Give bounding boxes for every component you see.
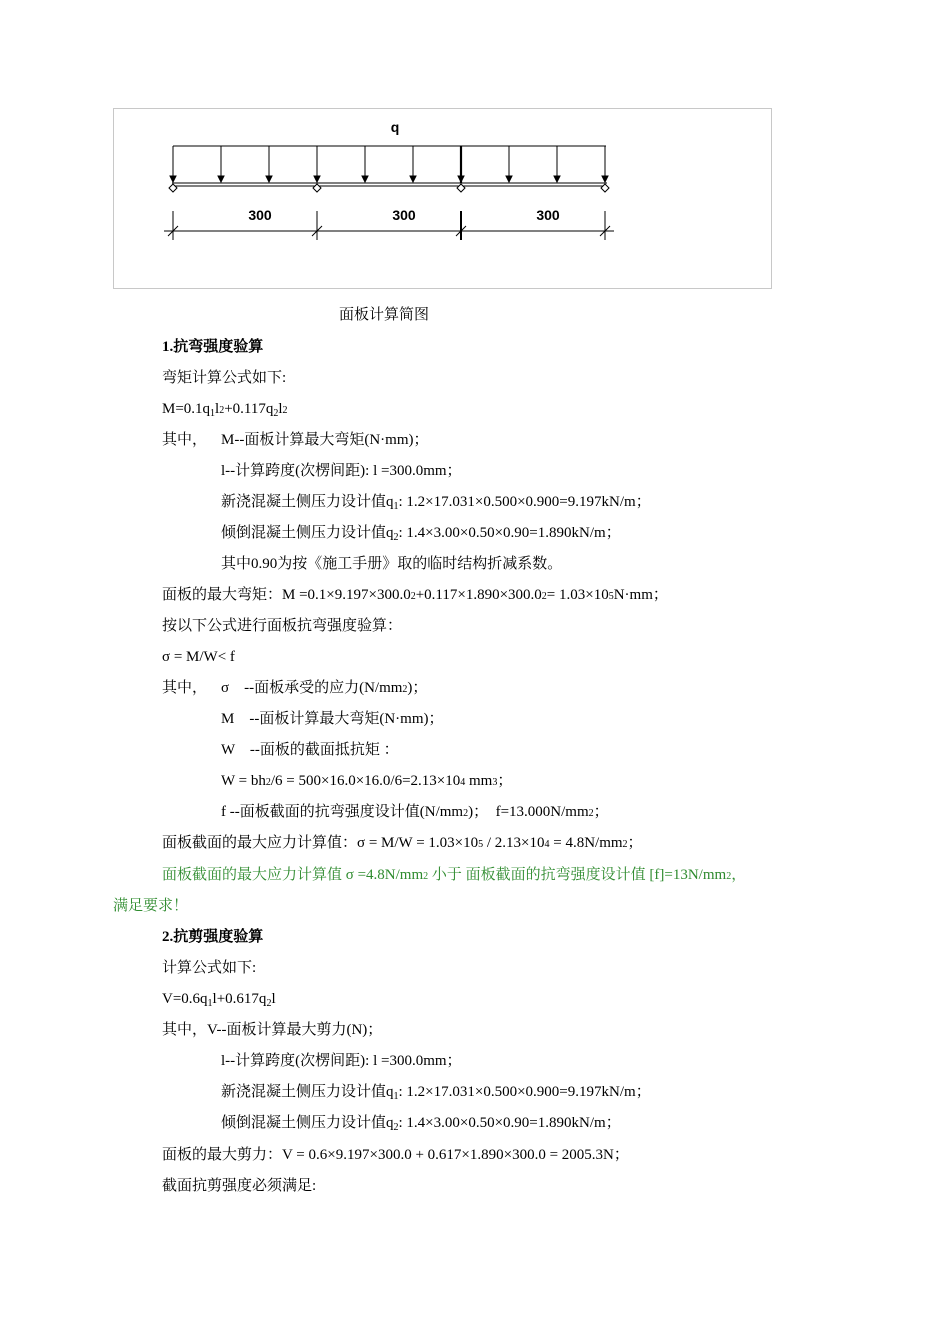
load-arrows xyxy=(170,146,608,182)
section2-heading: 2.抗剪强度验算 xyxy=(162,929,264,945)
sec2-q2-def: 倾倒混凝土侧压力设计值$q_2$: 1.4×3.00×0.50×0.90=1.890kN/m； xyxy=(221,1115,621,1133)
sec1-where-m: M--面板计算最大弯矩(N·mm)； xyxy=(221,432,429,448)
sec2-max-shear: 面板的最大剪力：V = 0.6×9.197×300.0 + 0.617×1.890×300.0 = 2005.3N； xyxy=(162,1147,629,1163)
sec1-moment-formula: $M=0.1q_1l2+0.117q_2l2$ xyxy=(162,401,288,419)
sec2-shear-formula: $V=0.6q_1l+0.617q_2l$ xyxy=(162,991,276,1009)
sec1-f-def: f --面板截面的抗弯强度设计值(N/mm2)； f=13.000N/mm2； xyxy=(221,804,609,820)
sec1-sigma-def: σ --面板承受的应力(N/mm2)； xyxy=(221,680,428,696)
sec1-result-ok: 满足要求！ xyxy=(113,898,189,914)
beam-diagram-svg xyxy=(114,109,773,290)
sec1-span-def: l--计算跨度(次楞间距): l =300.0mm； xyxy=(221,463,462,479)
sec1-reduction-note: 其中0.90为按《施工手册》取的临时结构折减系数。 xyxy=(221,556,563,572)
sec1-result: 面板截面的最大应力计算值 σ =4.8N/mm2 小于 面板截面的抗弯强度设计值 [f]=13N/mm2， xyxy=(162,867,747,883)
sec1-w-calc: W = bh2/6 = 500×16.0×16.0/6=2.13×104 mm3； xyxy=(221,773,513,789)
sec2-q1-def: 新浇混凝土侧压力设计值$q_1$: 1.2×17.031×0.500×0.900=9.197kN/m； xyxy=(221,1084,651,1102)
figure-caption: 面板计算简图 xyxy=(339,307,430,323)
section1-heading: 1.抗弯强度验算 xyxy=(162,339,264,355)
span-label-2: 300 xyxy=(392,207,416,223)
sec2-where-v: 其中，V--面板计算最大剪力(N)； xyxy=(162,1022,383,1038)
sec1-check-intro: 按以下公式进行面板抗弯强度验算： xyxy=(162,618,403,634)
supports xyxy=(169,184,609,192)
sec1-q2-def: 倾倒混凝土侧压力设计值$q_2$: 1.4×3.00×0.50×0.90=1.890kN/m； xyxy=(221,525,621,543)
sec2-span-def: l--计算跨度(次楞间距): l =300.0mm； xyxy=(221,1053,462,1069)
sec1-stress-calc: 面板截面的最大应力计算值：σ = M/W = 1.03×105 / 2.13×104 = 4.8N/mm2； xyxy=(162,835,643,851)
sec1-formula-intro: 弯矩计算公式如下: xyxy=(162,370,287,386)
sec1-m-def: M --面板计算最大弯矩(N·mm)； xyxy=(221,711,444,727)
sec1-q1-def: 新浇混凝土侧压力设计值$q_1$: 1.2×17.031×0.500×0.900=9.197kN/m； xyxy=(221,494,651,512)
span-label-3: 300 xyxy=(536,207,560,223)
sec1-max-moment: 面板的最大弯矩：M =0.1×9.197×300.02+0.117×1.890×300.02= 1.03×105N·mm； xyxy=(162,587,668,603)
beam-diagram xyxy=(113,108,772,289)
sec2-formula-intro: 计算公式如下: xyxy=(162,960,257,976)
sec1-where-lead: 其中， xyxy=(162,432,208,448)
span-label-1: 300 xyxy=(248,207,272,223)
load-label: q xyxy=(390,119,400,135)
sec1-w-def: W --面板的截面抵抗矩 ： xyxy=(221,742,399,758)
sec1-where2-lead: 其中， xyxy=(162,680,208,696)
sec2-requirement: 截面抗剪强度必须满足: xyxy=(162,1178,317,1194)
sec1-check-formula: σ = M/W< f xyxy=(162,649,235,665)
